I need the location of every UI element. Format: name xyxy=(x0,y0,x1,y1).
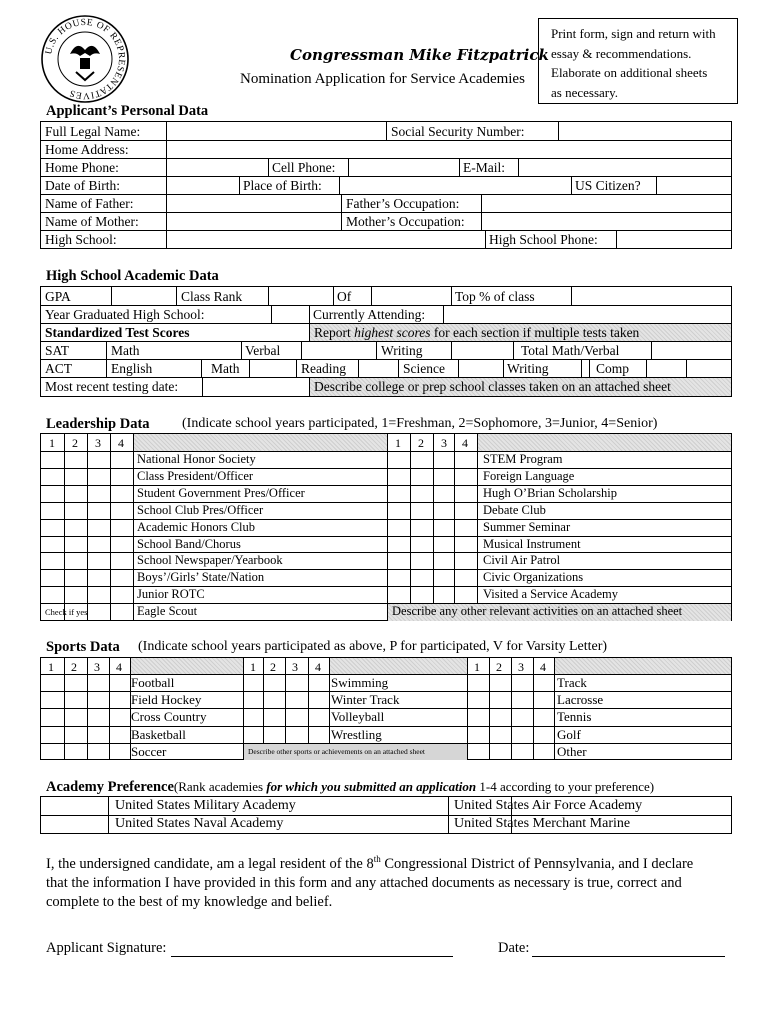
sport-year-box[interactable] xyxy=(533,674,554,691)
year-header: 3 xyxy=(95,436,101,450)
declaration-text xyxy=(46,850,746,912)
year-checkbox[interactable] xyxy=(410,536,433,553)
year-checkbox[interactable] xyxy=(454,552,477,569)
year-checkbox[interactable] xyxy=(110,536,133,553)
year-checkbox[interactable] xyxy=(87,502,110,519)
academy-military: United States Military Academy xyxy=(115,798,296,813)
academic-heading: High School Academic Data xyxy=(46,268,219,284)
year-checkbox[interactable] xyxy=(433,569,456,586)
leadership-item: Visited a Service Academy xyxy=(483,587,618,602)
year-checkbox[interactable] xyxy=(41,552,64,569)
report-note: Report highest scores for each section if multiple tests taken xyxy=(314,325,640,340)
year-checkbox[interactable] xyxy=(454,468,477,485)
sport-year-box[interactable] xyxy=(109,674,130,691)
sport-year-box[interactable] xyxy=(533,691,554,708)
us-citizen-field[interactable] xyxy=(657,176,731,194)
sport-item: Swimming xyxy=(331,675,389,690)
year-header: 3 xyxy=(292,660,298,674)
act-science-field[interactable] xyxy=(459,359,503,377)
sport-item: Tennis xyxy=(557,709,592,725)
year-checkbox[interactable] xyxy=(387,451,410,468)
sport-item: Other xyxy=(557,743,587,759)
academy-heading: Academy Preference xyxy=(46,779,174,795)
year-checkbox[interactable] xyxy=(64,519,87,536)
recent-date-field[interactable] xyxy=(203,377,309,396)
pob-field[interactable] xyxy=(340,176,571,194)
year-checkbox[interactable] xyxy=(87,468,110,485)
year-header: 3 xyxy=(518,660,524,674)
year-checkbox[interactable] xyxy=(387,586,410,603)
year-header: 1 xyxy=(49,436,55,450)
act-label: ACT xyxy=(45,361,72,376)
year-checkbox[interactable] xyxy=(454,586,477,603)
sport-year-box[interactable] xyxy=(243,691,264,708)
act-science-label: Science xyxy=(403,361,445,376)
year-checkbox[interactable] xyxy=(64,502,87,519)
year-checkbox[interactable] xyxy=(433,519,456,536)
congressman-title: Congressman Mike Fitzpatrick xyxy=(290,46,549,64)
act-reading-label: Reading xyxy=(301,361,346,376)
year-header: 1 xyxy=(395,436,401,450)
personal-table xyxy=(40,121,732,249)
year-header: 3 xyxy=(94,660,100,674)
year-checkbox[interactable] xyxy=(41,468,64,485)
mother-occupation-label: Mother’s Occupation: xyxy=(346,214,465,229)
high-school-field[interactable] xyxy=(167,230,485,248)
year-checkbox[interactable] xyxy=(64,468,87,485)
currently-attending-field[interactable] xyxy=(444,305,731,323)
year-checkbox[interactable] xyxy=(87,536,110,553)
leadership-item: Musical Instrument xyxy=(483,536,581,551)
father-name-label: Name of Father: xyxy=(45,196,134,211)
act-comp-field[interactable] xyxy=(687,359,731,377)
academy-merchant: United States Merchant Marine xyxy=(454,816,631,831)
year-header: 4 xyxy=(118,436,124,450)
leadership-item: Foreign Language xyxy=(483,468,575,483)
full-legal-name-label: Full Legal Name: xyxy=(45,124,141,139)
year-checkbox[interactable] xyxy=(433,536,456,553)
home-address-label: Home Address: xyxy=(45,142,129,157)
sport-year-box[interactable] xyxy=(87,691,108,708)
leadership-item: National Honor Society xyxy=(137,452,256,466)
academy-airforce: United States Air Force Academy xyxy=(454,798,643,813)
academy-naval: United States Naval Academy xyxy=(115,816,284,831)
year-checkbox[interactable] xyxy=(433,586,456,603)
year-checkbox[interactable] xyxy=(64,451,87,468)
year-checkbox[interactable] xyxy=(41,586,64,603)
year-checkbox[interactable] xyxy=(110,586,133,603)
father-occupation-label: Father’s Occupation: xyxy=(346,196,460,211)
sat-writing-label: Writing xyxy=(381,343,423,358)
mother-occupation-field[interactable] xyxy=(482,212,731,230)
sport-item: Wrestling xyxy=(331,726,382,742)
sport-year-box[interactable] xyxy=(263,674,284,691)
sport-item: Golf xyxy=(557,726,581,742)
note-line: Print form, sign and return with xyxy=(551,26,716,41)
sport-year-box[interactable] xyxy=(243,726,264,743)
leadership-item: Academic Honors Club xyxy=(137,519,256,534)
sport-year-box[interactable] xyxy=(489,726,510,743)
year-header: 1 xyxy=(48,660,54,674)
date-label: Date: xyxy=(498,940,530,956)
dob-label: Date of Birth: xyxy=(45,178,120,193)
year-checkbox[interactable] xyxy=(410,451,433,468)
leadership-item: School Newspaper/Yearbook xyxy=(137,553,283,568)
leadership-item: Junior ROTC xyxy=(137,587,205,602)
sport-item: Volleyball xyxy=(331,709,385,725)
year-header: 1 xyxy=(250,660,256,674)
cell-phone-field[interactable] xyxy=(349,158,459,176)
declaration-line: I, the undersigned candidate, am a legal resident of the 8th Congressional District of Pennsylvania, and I declare xyxy=(46,854,694,872)
year-checkbox[interactable] xyxy=(110,451,133,468)
leadership-item: Civil Air Patrol xyxy=(483,553,561,568)
academy-heading-line: Academy Preference(Rank academies for which you submitted an application 1-4 according to your preference) xyxy=(46,779,655,795)
leadership-item: Student Government Pres/Officer xyxy=(137,485,305,500)
father-occupation-field[interactable] xyxy=(482,194,731,212)
sport-year-box[interactable] xyxy=(308,674,329,691)
year-checkbox[interactable] xyxy=(387,519,410,536)
rank-naval-field[interactable] xyxy=(41,815,108,833)
hs-phone-field[interactable] xyxy=(617,230,731,248)
year-checkbox[interactable] xyxy=(110,468,133,485)
year-checkbox[interactable] xyxy=(410,552,433,569)
leadership-item: School Club Pres/Officer xyxy=(137,502,264,517)
leadership-item: School Band/Chorus xyxy=(137,536,241,551)
act-math-field[interactable] xyxy=(250,359,296,377)
year-header: 4 xyxy=(462,436,468,450)
year-checkbox[interactable] xyxy=(433,451,456,468)
father-name-field[interactable] xyxy=(167,194,341,212)
sat-total-label: Total Math/Verbal xyxy=(521,343,620,358)
sports-heading: Sports Data xyxy=(46,639,120,655)
year-checkbox[interactable] xyxy=(110,519,133,536)
declaration-line: that the information I have provided in this form and any attached documents as necessary is true, correct and xyxy=(46,874,682,891)
year-header: 2 xyxy=(496,660,502,674)
leadership-item: Boys’/Girls’ State/Nation xyxy=(137,570,265,585)
form-title: Nomination Application for Service Academies xyxy=(240,71,525,87)
year-checkbox[interactable] xyxy=(87,552,110,569)
act-english-label: English xyxy=(111,361,153,376)
sport-year-box[interactable] xyxy=(64,726,85,743)
sport-year-box[interactable] xyxy=(467,726,488,743)
year-checkbox[interactable] xyxy=(64,485,87,502)
sport-year-box[interactable] xyxy=(489,743,510,760)
sport-year-box[interactable] xyxy=(511,674,532,691)
year-checkbox[interactable] xyxy=(454,451,477,468)
sport-year-box[interactable] xyxy=(511,708,532,725)
rank-military-field[interactable] xyxy=(41,797,108,815)
home-address-field[interactable] xyxy=(167,140,731,158)
act-math-label: Math xyxy=(211,361,240,376)
year-checkbox[interactable] xyxy=(64,586,87,603)
year-checkbox[interactable] xyxy=(387,502,410,519)
year-checkbox[interactable] xyxy=(454,519,477,536)
std-scores-label: Standardized Test Scores xyxy=(45,325,190,340)
sports-table xyxy=(40,657,732,760)
year-checkbox[interactable] xyxy=(387,536,410,553)
sport-year-box[interactable] xyxy=(467,691,488,708)
describe-classes-note: Describe college or prep school classes taken on an attached sheet xyxy=(314,379,671,394)
year-checkbox[interactable] xyxy=(410,485,433,502)
sat-math-label: Math xyxy=(111,343,140,358)
svg-text:U.S. HOUSE OF REPRESENTATIVES: U.S. HOUSE OF REPRESENTATIVES xyxy=(44,17,127,101)
mother-name-field[interactable] xyxy=(167,212,341,230)
class-size-field[interactable] xyxy=(372,287,451,305)
year-checkbox[interactable] xyxy=(454,569,477,586)
year-checkbox[interactable] xyxy=(87,451,110,468)
sport-item: Cross Country xyxy=(131,709,207,725)
year-checkbox[interactable] xyxy=(433,468,456,485)
sport-year-box[interactable] xyxy=(489,708,510,725)
sport-year-box[interactable] xyxy=(533,743,554,760)
leadership-item: Debate Club xyxy=(483,502,546,517)
year-checkbox[interactable] xyxy=(410,586,433,603)
year-checkbox[interactable] xyxy=(433,552,456,569)
sport-year-box[interactable] xyxy=(87,674,108,691)
year-checkbox[interactable] xyxy=(87,586,110,603)
leadership-item: Eagle Scout xyxy=(137,604,198,619)
leadership-item: Hugh O’Brian Scholarship xyxy=(483,485,618,500)
hs-phone-label: High School Phone: xyxy=(489,232,598,247)
year-checkbox[interactable] xyxy=(110,502,133,519)
year-checkbox[interactable] xyxy=(41,485,64,502)
sport-year-box[interactable] xyxy=(308,726,329,743)
sport-year-box[interactable] xyxy=(263,708,284,725)
sport-year-box[interactable] xyxy=(64,691,85,708)
sport-item: Lacrosse xyxy=(557,692,604,708)
year-checkbox[interactable] xyxy=(64,536,87,553)
sport-year-box[interactable] xyxy=(109,726,130,743)
year-checkbox[interactable] xyxy=(433,502,456,519)
year-checkbox[interactable] xyxy=(64,552,87,569)
sat-label: SAT xyxy=(45,343,70,358)
academy-table xyxy=(40,796,732,834)
sport-year-box[interactable] xyxy=(243,708,264,725)
pob-label: Place of Birth: xyxy=(243,178,322,193)
sport-year-box[interactable] xyxy=(467,674,488,691)
sport-year-box[interactable] xyxy=(64,674,85,691)
sport-year-box[interactable] xyxy=(533,726,554,743)
class-rank-label: Class Rank xyxy=(181,289,243,304)
sport-year-box[interactable] xyxy=(285,691,306,708)
act-writing-label: Writing xyxy=(507,361,549,376)
sport-year-box[interactable] xyxy=(87,743,108,760)
date-line[interactable] xyxy=(532,956,725,957)
describe-sports-note: Describe other sports or achievements on an attached sheet xyxy=(248,746,426,756)
year-checkbox[interactable] xyxy=(110,569,133,586)
year-checkbox[interactable] xyxy=(64,569,87,586)
high-school-label: High School: xyxy=(45,232,117,247)
act-comp-label: Comp xyxy=(596,361,630,376)
sat-total-field[interactable] xyxy=(652,341,731,359)
sport-year-box[interactable] xyxy=(511,743,532,760)
sport-year-box[interactable] xyxy=(511,726,532,743)
sport-item: Winter Track xyxy=(331,692,400,708)
sport-item: Soccer xyxy=(131,743,167,759)
signature-line[interactable] xyxy=(171,956,453,957)
eagle-seal-icon xyxy=(40,14,130,104)
year-checkbox[interactable] xyxy=(387,569,410,586)
year-checkbox[interactable] xyxy=(41,502,64,519)
top-pct-field[interactable] xyxy=(572,287,731,305)
academic-table xyxy=(40,286,732,397)
mother-name-label: Name of Mother: xyxy=(45,214,139,229)
leadership-item: Class President/Officer xyxy=(137,468,254,483)
check-if-yes-label: Check if yes xyxy=(45,607,88,618)
leadership-table xyxy=(40,433,732,621)
us-citizen-label: US Citizen? xyxy=(575,178,641,193)
note-line: as necessary. xyxy=(551,84,619,100)
leadership-heading: Leadership Data xyxy=(46,416,150,432)
year-checkbox[interactable] xyxy=(410,502,433,519)
act-reading-field[interactable] xyxy=(359,359,398,377)
sport-year-box[interactable] xyxy=(41,743,62,760)
sport-year-box[interactable] xyxy=(243,674,264,691)
sat-writing-field[interactable] xyxy=(452,341,513,359)
sport-year-box[interactable] xyxy=(285,708,306,725)
cell-phone-label: Cell Phone: xyxy=(272,160,336,175)
year-header: 3 xyxy=(441,436,447,450)
year-header: 2 xyxy=(72,436,78,450)
ssn-field[interactable] xyxy=(559,122,731,140)
year-checkbox[interactable] xyxy=(41,536,64,553)
sport-year-box[interactable] xyxy=(263,691,284,708)
recent-date-label: Most recent testing date: xyxy=(45,379,179,394)
year-checkbox[interactable] xyxy=(410,569,433,586)
sport-year-box[interactable] xyxy=(41,708,62,725)
sports-instructions: (Indicate school years participated as above, P for participated, V for Varsity Letter) xyxy=(138,639,608,654)
year-checkbox[interactable] xyxy=(87,569,110,586)
home-phone-field[interactable] xyxy=(167,158,268,176)
year-checkbox[interactable] xyxy=(41,451,64,468)
sport-year-box[interactable] xyxy=(41,674,62,691)
sport-item: Football xyxy=(131,675,175,690)
signature-label: Applicant Signature: xyxy=(46,940,167,956)
home-phone-label: Home Phone: xyxy=(45,160,119,175)
year-grad-label: Year Graduated High School: xyxy=(45,307,205,322)
describe-activities-note: Describe any other relevant activities on an attached sheet xyxy=(392,604,683,619)
sport-year-box[interactable] xyxy=(41,726,62,743)
year-header: 4 xyxy=(540,660,546,674)
full-legal-name-field[interactable] xyxy=(167,122,386,140)
sport-year-box[interactable] xyxy=(308,691,329,708)
year-checkbox[interactable] xyxy=(410,468,433,485)
sport-year-box[interactable] xyxy=(308,708,329,725)
of-label: Of xyxy=(337,289,352,304)
year-checkbox[interactable] xyxy=(110,552,133,569)
year-checkbox[interactable] xyxy=(387,485,410,502)
note-line: Elaborate on additional sheets xyxy=(551,65,708,80)
ssn-label: Social Security Number: xyxy=(391,124,525,139)
year-checkbox[interactable] xyxy=(41,569,64,586)
class-rank-field[interactable] xyxy=(269,287,333,305)
sport-item: Track xyxy=(557,675,587,690)
year-checkbox[interactable] xyxy=(454,536,477,553)
year-checkbox[interactable] xyxy=(87,485,110,502)
leadership-instructions: (Indicate school years participated, 1=Freshman, 2=Sophomore, 3=Junior, 4=Senior) xyxy=(182,416,658,431)
year-grad-field[interactable] xyxy=(272,305,309,323)
year-checkbox[interactable] xyxy=(41,519,64,536)
sport-year-box[interactable] xyxy=(533,708,554,725)
sport-year-box[interactable] xyxy=(87,726,108,743)
top-pct-label: Top % of class xyxy=(455,289,535,304)
year-checkbox[interactable] xyxy=(110,485,133,502)
year-checkbox[interactable] xyxy=(87,519,110,536)
email-field[interactable] xyxy=(519,158,731,176)
year-checkbox[interactable] xyxy=(454,485,477,502)
year-header: 2 xyxy=(71,660,77,674)
year-header: 4 xyxy=(116,660,122,674)
year-checkbox[interactable] xyxy=(410,519,433,536)
sport-item: Field Hockey xyxy=(131,692,202,708)
sport-item: Basketball xyxy=(131,726,186,742)
year-header: 2 xyxy=(270,660,276,674)
sport-year-box[interactable] xyxy=(467,743,488,760)
sat-verbal-label: Verbal xyxy=(245,343,281,358)
dob-field[interactable] xyxy=(167,176,239,194)
sport-year-box[interactable] xyxy=(489,691,510,708)
sport-year-box[interactable] xyxy=(489,674,510,691)
sport-year-box[interactable] xyxy=(263,726,284,743)
sport-year-box[interactable] xyxy=(467,708,488,725)
sport-year-box[interactable] xyxy=(511,691,532,708)
leadership-item: Summer Seminar xyxy=(483,519,571,534)
sport-year-box[interactable] xyxy=(64,743,85,760)
leadership-item: STEM Program xyxy=(483,452,563,466)
sport-year-box[interactable] xyxy=(285,726,306,743)
sport-year-box[interactable] xyxy=(87,708,108,725)
year-checkbox[interactable] xyxy=(454,502,477,519)
sport-year-box[interactable] xyxy=(41,691,62,708)
year-header: 4 xyxy=(315,660,321,674)
leadership-item: Civic Organizations xyxy=(483,570,584,585)
email-label: E-Mail: xyxy=(463,160,505,175)
gpa-field[interactable] xyxy=(112,287,176,305)
year-checkbox[interactable] xyxy=(387,468,410,485)
year-checkbox[interactable] xyxy=(433,485,456,502)
house-seal xyxy=(40,14,130,104)
instructions-box xyxy=(538,18,738,104)
sport-year-box[interactable] xyxy=(109,691,130,708)
declaration-line: complete to the best of my knowledge and belief. xyxy=(46,893,333,910)
currently-attending-label: Currently Attending: xyxy=(313,307,426,322)
personal-heading: Applicant’s Personal Data xyxy=(46,103,209,119)
sport-year-box[interactable] xyxy=(109,708,130,725)
year-header: 2 xyxy=(418,436,424,450)
sport-year-box[interactable] xyxy=(109,743,130,760)
sport-year-box[interactable] xyxy=(64,708,85,725)
year-header: 1 xyxy=(474,660,480,674)
gpa-label: GPA xyxy=(45,289,71,304)
sport-year-box[interactable] xyxy=(285,674,306,691)
note-line: essay & recommendations. xyxy=(551,45,692,61)
year-checkbox[interactable] xyxy=(387,552,410,569)
